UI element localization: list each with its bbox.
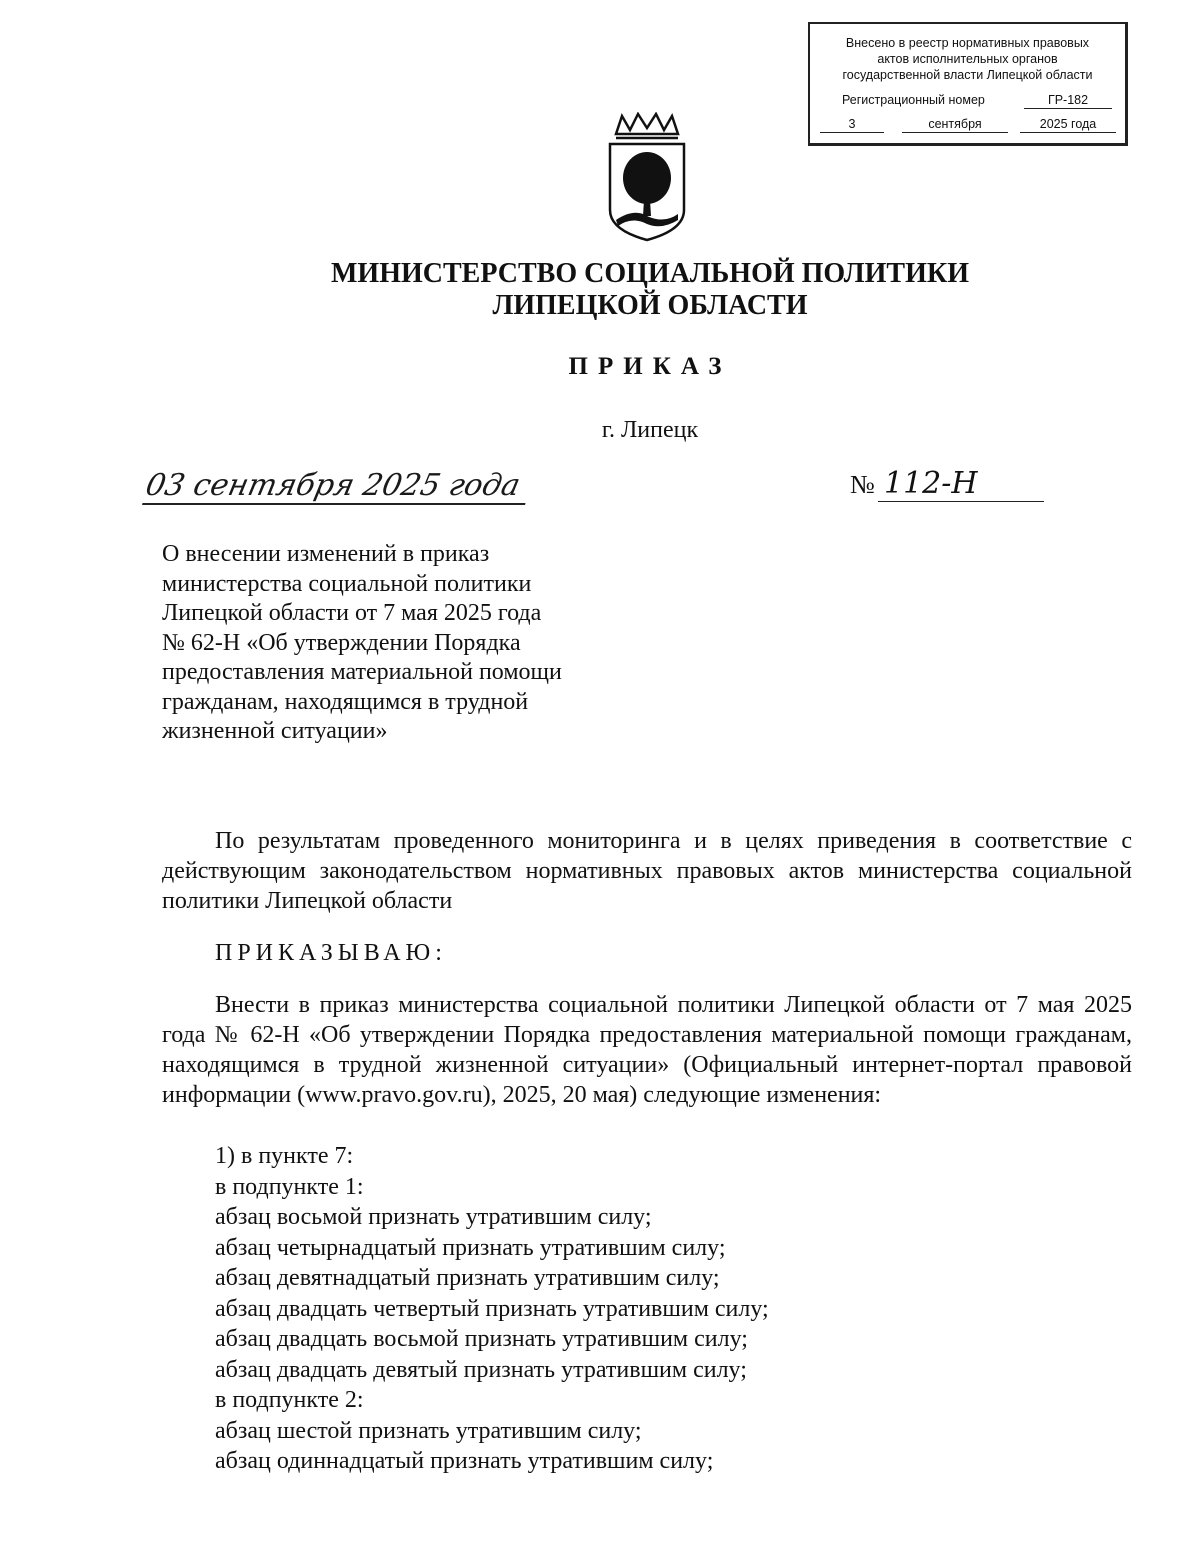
list-item: абзац девятнадцатый признать утратившим силу; [215,1265,720,1291]
title-line: О внесении изменений в приказ [162,541,490,567]
ministry-line-1: МИНИСТЕРСТВО СОЦИАЛЬНОЙ ПОЛИТИКИ [331,258,969,289]
list-item: абзац шестой признать утратившим силу; [215,1417,642,1444]
document-number: 112-Н [878,466,1044,502]
signing-date: 03 сентября 2025 года [142,468,533,505]
title-line: министерства социальной политики [162,570,532,597]
document-city: г. Липецк [601,417,699,443]
list-item: абзац двадцать четвертый признать утратившим силу; [215,1295,769,1322]
document-title [162,540,622,747]
title-line: предоставления материальной помощи [162,659,562,685]
stamp-month: сентября [902,116,1008,133]
coat-of-arms-icon [604,112,690,242]
ministry-line-2: ЛИПЕЦКОЙ ОБЛАСТИ [492,290,808,321]
list-item: абзац двадцать восьмой признать утратившим силу; [215,1326,748,1352]
list-item: абзац четырнадцатый признать утратившим силу; [215,1234,726,1261]
stamp-reg-number: ГР-182 [1024,92,1112,109]
list-item: в подпункте 1: [215,1173,364,1200]
title-line: жизненной ситуации» [162,718,388,744]
ministry-name [0,258,1200,322]
intro-paragraph: По результатам проведенного мониторинга и в целях приведения в соответствие с действующим законодательством нормативных правовых актов министерства социальной политики Липецкой области [162,828,1132,914]
change-paragraph: Внести в приказ министерства социальной политики Липецкой области от 7 мая 2025 года № 62-Н «Об утверждении Порядка предоставления материальной помощи гражданам, находящимся в трудной жизненной ситуации» (Официальный интернет-портал правовой информации (www.pravo.gov.ru), 2025, 20 мая) следующие изменения: [162,992,1132,1108]
stamp-date-row [810,116,1125,134]
stamp-reg-label: Регистрационный номер [842,93,985,107]
number-label: № [850,470,875,499]
title-line: Липецкой области от 7 мая 2025 года [162,600,542,626]
document-type: ПРИКАЗ [568,353,732,380]
stamp-reg-row [810,92,1125,110]
list-item: в подпункте 2: [215,1387,364,1413]
stamp-year: 2025 года [1020,116,1116,133]
stamp-day: 3 [820,116,884,133]
list-item: 1) в пункте 7: [215,1143,354,1169]
registry-stamp [808,22,1128,146]
stamp-line-1: Внесено в реестр нормативных правовых [845,36,1090,50]
list-item: абзац одиннадцатый признать утратившим силу; [215,1448,714,1474]
stamp-line-3: государственной власти Липецкой области [842,68,1093,82]
list-item: абзац двадцать девятый признать утратившим силу; [215,1356,747,1383]
stamp-line-2: актов исполнительных органов [877,52,1058,66]
list-item: абзац восьмой признать утратившим силу; [215,1204,652,1230]
order-word: ПРИКАЗЫВАЮ: [215,940,447,966]
title-line: № 62-Н «Об утверждении Порядка [162,629,521,656]
title-line: гражданам, находящимся в трудной [162,688,529,715]
changes-list [215,1141,769,1477]
